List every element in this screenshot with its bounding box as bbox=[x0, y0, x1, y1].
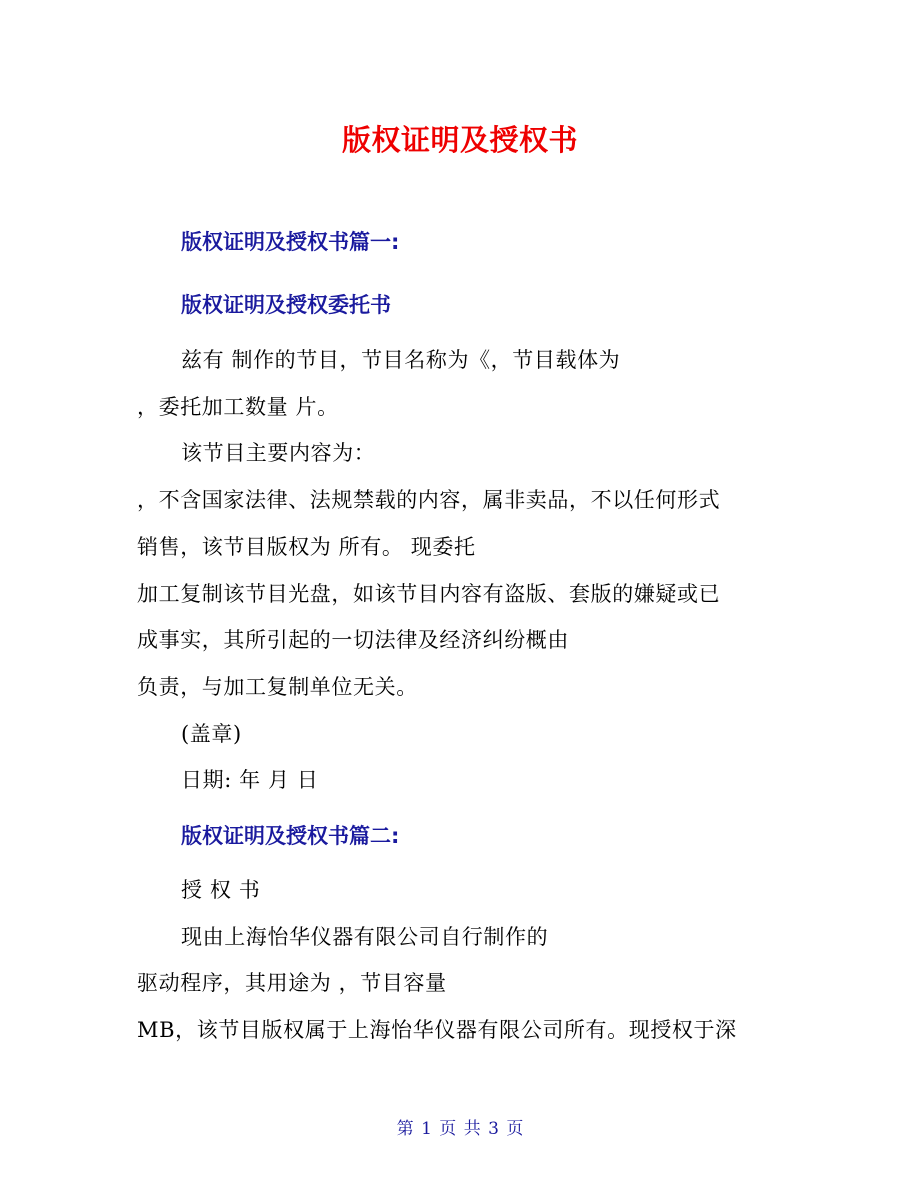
body-line: 负责，与加工复制单位无关。 bbox=[137, 675, 418, 699]
section2-heading: 版权证明及授权书篇二: bbox=[181, 824, 400, 848]
body-line: ，委托加工数量 片。 bbox=[137, 395, 339, 419]
authorization-title: 授 权 书 bbox=[181, 878, 261, 902]
body-line: MB，该节目版权属于上海怡华仪器有限公司所有。现授权于深 bbox=[137, 1018, 737, 1042]
body-line: 该节目主要内容为： bbox=[181, 441, 376, 465]
body-line: 驱动程序，其用途为 ，节目容量 bbox=[137, 971, 447, 995]
body-line: ，不含国家法律、法规禁载的内容，属非卖品，不以任何形式 bbox=[137, 488, 721, 512]
body-line: 兹有 制作的节目，节目名称为《，节目载体为 bbox=[181, 348, 621, 372]
page-footer: 第 1 页 共 3 页 bbox=[396, 1119, 524, 1139]
body-line: 销售，该节目版权为 所有。 现委托 bbox=[137, 535, 476, 559]
document-title: 版权证明及授权书 bbox=[341, 123, 578, 157]
body-line: 现由上海怡华仪器有限公司自行制作的 bbox=[181, 925, 549, 949]
seal-note: (盖章) bbox=[181, 722, 242, 746]
section1-heading: 版权证明及授权书篇一: bbox=[181, 230, 400, 254]
section1-subheading: 版权证明及授权委托书 bbox=[181, 293, 391, 317]
body-line: 加工复制该节目光盘，如该节目内容有盗版、套版的嫌疑或已 bbox=[137, 582, 721, 606]
date-line: 日期: 年 月 日 bbox=[181, 768, 319, 792]
body-line: 成事实，其所引起的一切法律及经济纠纷概由 bbox=[137, 628, 569, 652]
